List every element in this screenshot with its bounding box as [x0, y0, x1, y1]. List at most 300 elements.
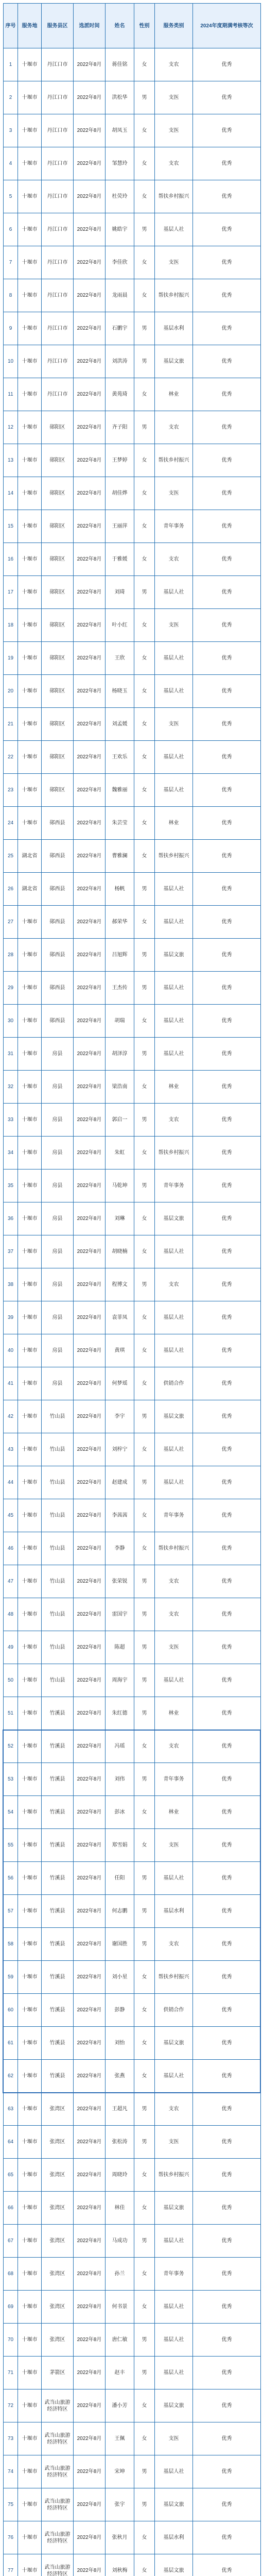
cell-county: 竹溪县 [42, 1697, 74, 1730]
cell-grade: 优秀 [193, 2093, 261, 2126]
cell-grade: 优秀 [193, 312, 261, 345]
cell-city: 十堰市 [18, 1532, 42, 1565]
cell-grade: 优秀 [193, 1367, 261, 1400]
cell-grade: 优秀 [193, 2027, 261, 2060]
table-row [4, 1598, 261, 1631]
cell-category: 帮扶乡村振兴 [155, 1532, 193, 1565]
cell-gender: 女 [134, 741, 155, 774]
cell-category: 青年事务 [155, 510, 193, 543]
cell-date: 2022年8月 [74, 2389, 106, 2422]
table-row [4, 213, 261, 246]
cell-name: 王超凡 [106, 2093, 134, 2126]
cell-city: 十堰市 [18, 939, 42, 972]
cell-gender: 男 [134, 2455, 155, 2488]
cell-date: 2022年8月 [74, 1104, 106, 1137]
cell-grade: 优秀 [193, 1301, 261, 1334]
cell-gender: 女 [134, 543, 155, 576]
cell-county: 张湾区 [42, 2159, 74, 2192]
cell-name: 刘洪涛 [106, 345, 134, 378]
cell-category: 支农 [155, 1598, 193, 1631]
table-row [4, 2159, 261, 2192]
cell-city: 十堰市 [18, 48, 42, 81]
cell-grade: 优秀 [193, 609, 261, 642]
cell-name: 张荣锐 [106, 1565, 134, 1598]
cell-category: 青年事务 [155, 1499, 193, 1532]
cell-county: 竹山县 [42, 1400, 74, 1433]
cell-date: 2022年8月 [74, 147, 106, 180]
cell-grade: 优秀 [193, 246, 261, 279]
cell-seq: 44 [4, 1466, 18, 1499]
cell-category: 基层人社 [155, 2060, 193, 2093]
cell-category: 林业 [155, 1071, 193, 1104]
cell-seq: 59 [4, 1961, 18, 1994]
cell-date: 2022年8月 [74, 807, 106, 840]
cell-date: 2022年8月 [74, 180, 106, 213]
cell-date: 2022年8月 [74, 1730, 106, 1763]
table-header [4, 4, 261, 48]
cell-city: 十堰市 [18, 1862, 42, 1895]
cell-category: 帮扶乡村振兴 [155, 1137, 193, 1170]
cell-date: 2022年8月 [74, 1038, 106, 1071]
cell-category: 帮扶乡村振兴 [155, 180, 193, 213]
cell-seq: 34 [4, 1137, 18, 1170]
table-row [4, 2291, 261, 2324]
cell-name: 王丽萍 [106, 510, 134, 543]
cell-grade: 优秀 [193, 2159, 261, 2192]
cell-grade: 优秀 [193, 1994, 261, 2027]
cell-category: 基层人社 [155, 1466, 193, 1499]
cell-category: 基层人社 [155, 1235, 193, 1268]
cell-seq: 21 [4, 708, 18, 741]
cell-county: 郧阳区 [42, 642, 74, 675]
cell-grade: 优秀 [193, 213, 261, 246]
cell-county: 竹溪县 [42, 1829, 74, 1862]
cell-gender: 男 [134, 939, 155, 972]
cell-name: 洪松华 [106, 81, 134, 114]
cell-seq: 46 [4, 1532, 18, 1565]
cell-grade: 优秀 [193, 1895, 261, 1928]
cell-seq: 47 [4, 1565, 18, 1598]
cell-city: 湖北省 [18, 873, 42, 906]
cell-seq: 64 [4, 2126, 18, 2159]
cell-category: 基层人社 [155, 2357, 193, 2389]
cell-city: 十堰市 [18, 807, 42, 840]
cell-county: 房县 [42, 1301, 74, 1334]
assessment-table [3, 3, 261, 2576]
cell-gender: 女 [134, 246, 155, 279]
cell-name: 齐子阳 [106, 411, 134, 444]
cell-gender: 男 [134, 81, 155, 114]
table-row [4, 873, 261, 906]
cell-category: 基层人社 [155, 576, 193, 609]
cell-gender: 女 [134, 675, 155, 708]
cell-seq: 71 [4, 2357, 18, 2389]
cell-category: 林业 [155, 1697, 193, 1730]
cell-county: 郧阳区 [42, 411, 74, 444]
cell-county: 丹江口市 [42, 81, 74, 114]
cell-date: 2022年8月 [74, 939, 106, 972]
cell-county: 竹山县 [42, 1433, 74, 1466]
cell-county: 竹溪县 [42, 1763, 74, 1796]
cell-county: 竹山县 [42, 1598, 74, 1631]
cell-city: 十堰市 [18, 1268, 42, 1301]
cell-seq: 65 [4, 2159, 18, 2192]
cell-grade: 优秀 [193, 2258, 261, 2291]
cell-county: 郧西县 [42, 873, 74, 906]
cell-name: 王佩 [106, 2422, 134, 2455]
cell-name: 李茜茜 [106, 1499, 134, 1532]
cell-grade: 优秀 [193, 906, 261, 939]
cell-name: 龙雨晨 [106, 279, 134, 312]
cell-city: 十堰市 [18, 774, 42, 807]
cell-name: 于雅媛 [106, 543, 134, 576]
table-row [4, 147, 261, 180]
cell-county: 郧阳区 [42, 576, 74, 609]
cell-city: 十堰市 [18, 81, 42, 114]
table-row [4, 345, 261, 378]
cell-grade: 优秀 [193, 1961, 261, 1994]
cell-seq: 11 [4, 378, 18, 411]
cell-date: 2022年8月 [74, 1697, 106, 1730]
cell-gender: 男 [134, 1466, 155, 1499]
cell-date: 2022年8月 [74, 972, 106, 1005]
cell-grade: 优秀 [193, 1170, 261, 1202]
header-name: 姓名 [106, 4, 134, 48]
cell-gender: 男 [134, 2324, 155, 2357]
cell-name: 刘小星 [106, 1961, 134, 1994]
table-row [4, 510, 261, 543]
cell-date: 2022年8月 [74, 675, 106, 708]
cell-gender: 女 [134, 1071, 155, 1104]
cell-date: 2022年8月 [74, 2027, 106, 2060]
table-row [4, 2225, 261, 2258]
cell-date: 2022年8月 [74, 1400, 106, 1433]
cell-grade: 优秀 [193, 2554, 261, 2576]
cell-city: 十堰市 [18, 1400, 42, 1433]
table-row [4, 609, 261, 642]
cell-gender: 女 [134, 1005, 155, 1038]
cell-city: 十堰市 [18, 1697, 42, 1730]
cell-county: 武当山旅游经济特区 [42, 2521, 74, 2554]
cell-county: 张湾区 [42, 2192, 74, 2225]
cell-grade: 优秀 [193, 510, 261, 543]
cell-seq: 16 [4, 543, 18, 576]
cell-gender: 女 [134, 2192, 155, 2225]
cell-city: 十堰市 [18, 2126, 42, 2159]
cell-gender: 女 [134, 2258, 155, 2291]
cell-category: 供销合作 [155, 1994, 193, 2027]
cell-category: 基层文旅 [155, 2192, 193, 2225]
cell-county: 丹江口市 [42, 48, 74, 81]
cell-date: 2022年8月 [74, 2093, 106, 2126]
cell-name: 王杰传 [106, 972, 134, 1005]
cell-grade: 优秀 [193, 2324, 261, 2357]
cell-city: 十堰市 [18, 741, 42, 774]
cell-county: 郧阳区 [42, 741, 74, 774]
cell-county: 竹溪县 [42, 1994, 74, 2027]
cell-grade: 优秀 [193, 873, 261, 906]
cell-seq: 18 [4, 609, 18, 642]
cell-seq: 76 [4, 2521, 18, 2554]
cell-name: 王梦婷 [106, 444, 134, 477]
cell-grade: 优秀 [193, 1235, 261, 1268]
cell-grade: 优秀 [193, 1928, 261, 1961]
cell-county: 房县 [42, 1367, 74, 1400]
cell-name: 谢国胜 [106, 1928, 134, 1961]
cell-seq: 39 [4, 1301, 18, 1334]
cell-gender: 女 [134, 2422, 155, 2455]
table-row [4, 1862, 261, 1895]
cell-county: 郧阳区 [42, 609, 74, 642]
cell-name: 朱红德 [106, 1697, 134, 1730]
cell-county: 竹山县 [42, 1565, 74, 1598]
cell-date: 2022年8月 [74, 1664, 106, 1697]
cell-seq: 43 [4, 1433, 18, 1466]
results-sheet [0, 3, 263, 2576]
cell-seq: 73 [4, 2422, 18, 2455]
cell-gender: 女 [134, 510, 155, 543]
cell-county: 丹江口市 [42, 147, 74, 180]
header-county: 服务县区 [42, 4, 74, 48]
cell-city: 十堰市 [18, 2192, 42, 2225]
cell-seq: 67 [4, 2225, 18, 2258]
cell-seq: 56 [4, 1862, 18, 1895]
cell-date: 2022年8月 [74, 1301, 106, 1334]
cell-county: 房县 [42, 1202, 74, 1235]
cell-gender: 女 [134, 1499, 155, 1532]
cell-gender: 女 [134, 2027, 155, 2060]
cell-seq: 9 [4, 312, 18, 345]
cell-date: 2022年8月 [74, 2554, 106, 2576]
cell-city: 十堰市 [18, 246, 42, 279]
cell-category: 帮扶乡村振兴 [155, 444, 193, 477]
cell-name: 姚皓宇 [106, 213, 134, 246]
cell-grade: 优秀 [193, 1862, 261, 1895]
cell-seq: 4 [4, 147, 18, 180]
cell-grade: 优秀 [193, 1334, 261, 1367]
table-body [4, 48, 261, 2576]
cell-seq: 30 [4, 1005, 18, 1038]
cell-grade: 优秀 [193, 1730, 261, 1763]
cell-grade: 优秀 [193, 477, 261, 510]
cell-county: 丹江口市 [42, 378, 74, 411]
cell-seq: 23 [4, 774, 18, 807]
cell-seq: 50 [4, 1664, 18, 1697]
cell-county: 房县 [42, 1137, 74, 1170]
cell-city: 十堰市 [18, 1499, 42, 1532]
header-gender: 性别 [134, 4, 155, 48]
cell-category: 支农 [155, 48, 193, 81]
cell-seq: 58 [4, 1928, 18, 1961]
cell-seq: 72 [4, 2389, 18, 2422]
cell-county: 竹山县 [42, 1499, 74, 1532]
cell-name: 彭冰 [106, 1796, 134, 1829]
cell-grade: 优秀 [193, 1005, 261, 1038]
cell-date: 2022年8月 [74, 642, 106, 675]
cell-category: 基层文旅 [155, 2027, 193, 2060]
cell-grade: 优秀 [193, 378, 261, 411]
table-row [4, 1829, 261, 1862]
cell-name: 杨晓玉 [106, 675, 134, 708]
cell-seq: 35 [4, 1170, 18, 1202]
cell-name: 何志鹏 [106, 1895, 134, 1928]
cell-date: 2022年8月 [74, 774, 106, 807]
cell-grade: 优秀 [193, 1796, 261, 1829]
cell-category: 支医 [155, 246, 193, 279]
cell-name: 周海宇 [106, 1664, 134, 1697]
cell-city: 十堰市 [18, 114, 42, 147]
cell-gender: 女 [134, 1796, 155, 1829]
cell-grade: 优秀 [193, 1565, 261, 1598]
table-row [4, 81, 261, 114]
cell-county: 房县 [42, 1170, 74, 1202]
cell-county: 张湾区 [42, 2225, 74, 2258]
cell-gender: 女 [134, 378, 155, 411]
cell-grade: 优秀 [193, 1038, 261, 1071]
cell-gender: 女 [134, 1433, 155, 1466]
cell-seq: 22 [4, 741, 18, 774]
cell-city: 十堰市 [18, 1994, 42, 2027]
cell-city: 十堰市 [18, 1170, 42, 1202]
cell-category: 支农 [155, 1928, 193, 1961]
cell-gender: 女 [134, 1532, 155, 1565]
cell-name: 刘琳 [106, 1202, 134, 1235]
cell-date: 2022年8月 [74, 1994, 106, 2027]
cell-gender: 女 [134, 1137, 155, 1170]
table-row [4, 642, 261, 675]
cell-category: 基层人社 [155, 2455, 193, 2488]
cell-date: 2022年8月 [74, 1532, 106, 1565]
cell-seq: 70 [4, 2324, 18, 2357]
cell-city: 十堰市 [18, 1961, 42, 1994]
cell-city: 十堰市 [18, 2060, 42, 2093]
cell-seq: 74 [4, 2455, 18, 2488]
cell-category: 基层人社 [155, 2291, 193, 2324]
cell-seq: 5 [4, 180, 18, 213]
cell-date: 2022年8月 [74, 48, 106, 81]
cell-seq: 53 [4, 1763, 18, 1796]
cell-grade: 优秀 [193, 642, 261, 675]
cell-city: 十堰市 [18, 1367, 42, 1400]
cell-gender: 男 [134, 1268, 155, 1301]
cell-name: 刘伟 [106, 1763, 134, 1796]
cell-gender: 男 [134, 1763, 155, 1796]
cell-seq: 8 [4, 279, 18, 312]
table-row [4, 741, 261, 774]
cell-gender: 男 [134, 2126, 155, 2159]
cell-county: 竹山县 [42, 1466, 74, 1499]
cell-city: 十堰市 [18, 510, 42, 543]
cell-county: 武当山旅游经济特区 [42, 2422, 74, 2455]
cell-seq: 27 [4, 906, 18, 939]
cell-name: 王欣 [106, 642, 134, 675]
cell-category: 基层人社 [155, 1334, 193, 1367]
cell-name: 唐仁敏 [106, 2324, 134, 2357]
table-row [4, 1235, 261, 1268]
cell-date: 2022年8月 [74, 279, 106, 312]
cell-gender: 女 [134, 2159, 155, 2192]
cell-category: 基层人社 [155, 1664, 193, 1697]
cell-grade: 优秀 [193, 576, 261, 609]
cell-category: 基层人社 [155, 2225, 193, 2258]
cell-gender: 男 [134, 1664, 155, 1697]
cell-category: 基层水利 [155, 312, 193, 345]
table-row [4, 708, 261, 741]
cell-city: 十堰市 [18, 1334, 42, 1367]
cell-city: 十堰市 [18, 972, 42, 1005]
cell-grade: 优秀 [193, 2521, 261, 2554]
cell-county: 丹江口市 [42, 180, 74, 213]
cell-name: 张燕 [106, 2060, 134, 2093]
cell-seq: 69 [4, 2291, 18, 2324]
cell-date: 2022年8月 [74, 1170, 106, 1202]
cell-city: 十堰市 [18, 1466, 42, 1499]
cell-city: 十堰市 [18, 1071, 42, 1104]
cell-category: 基层水利 [155, 2521, 193, 2554]
cell-seq: 57 [4, 1895, 18, 1928]
cell-name: 李宇 [106, 1400, 134, 1433]
table-row [4, 1433, 261, 1466]
cell-seq: 51 [4, 1697, 18, 1730]
cell-gender: 女 [134, 279, 155, 312]
cell-date: 2022年8月 [74, 213, 106, 246]
cell-date: 2022年8月 [74, 411, 106, 444]
cell-city: 十堰市 [18, 906, 42, 939]
cell-seq: 37 [4, 1235, 18, 1268]
cell-gender: 女 [134, 609, 155, 642]
cell-category: 支医 [155, 1829, 193, 1862]
cell-date: 2022年8月 [74, 708, 106, 741]
table-row [4, 312, 261, 345]
cell-city: 十堰市 [18, 1104, 42, 1137]
cell-category: 基层人社 [155, 675, 193, 708]
cell-name: 陈超 [106, 1631, 134, 1664]
cell-seq: 63 [4, 2093, 18, 2126]
table-row [4, 1631, 261, 1664]
cell-name: 石鹏宇 [106, 312, 134, 345]
cell-seq: 48 [4, 1598, 18, 1631]
cell-name: 潘小芳 [106, 2389, 134, 2422]
cell-grade: 优秀 [193, 1829, 261, 1862]
cell-seq: 28 [4, 939, 18, 972]
cell-category: 帮扶乡村振兴 [155, 1961, 193, 1994]
table-row [4, 1268, 261, 1301]
cell-city: 十堰市 [18, 1005, 42, 1038]
cell-date: 2022年8月 [74, 1631, 106, 1664]
cell-name: 宋坤 [106, 2455, 134, 2488]
table-row [4, 2422, 261, 2455]
cell-date: 2022年8月 [74, 609, 106, 642]
header-city: 服务地 [18, 4, 42, 48]
cell-seq: 38 [4, 1268, 18, 1301]
table-row [4, 807, 261, 840]
cell-date: 2022年8月 [74, 2521, 106, 2554]
cell-seq: 24 [4, 807, 18, 840]
cell-county: 张湾区 [42, 2324, 74, 2357]
cell-seq: 26 [4, 873, 18, 906]
cell-name: 程博文 [106, 1268, 134, 1301]
cell-category: 基层文旅 [155, 1202, 193, 1235]
table-row [4, 2389, 261, 2422]
cell-gender: 女 [134, 1235, 155, 1268]
cell-grade: 优秀 [193, 774, 261, 807]
cell-gender: 女 [134, 477, 155, 510]
cell-date: 2022年8月 [74, 1895, 106, 1928]
cell-grade: 优秀 [193, 180, 261, 213]
cell-city: 十堰市 [18, 708, 42, 741]
cell-name: 刘秋梅 [106, 2554, 134, 2576]
table-row [4, 2126, 261, 2159]
